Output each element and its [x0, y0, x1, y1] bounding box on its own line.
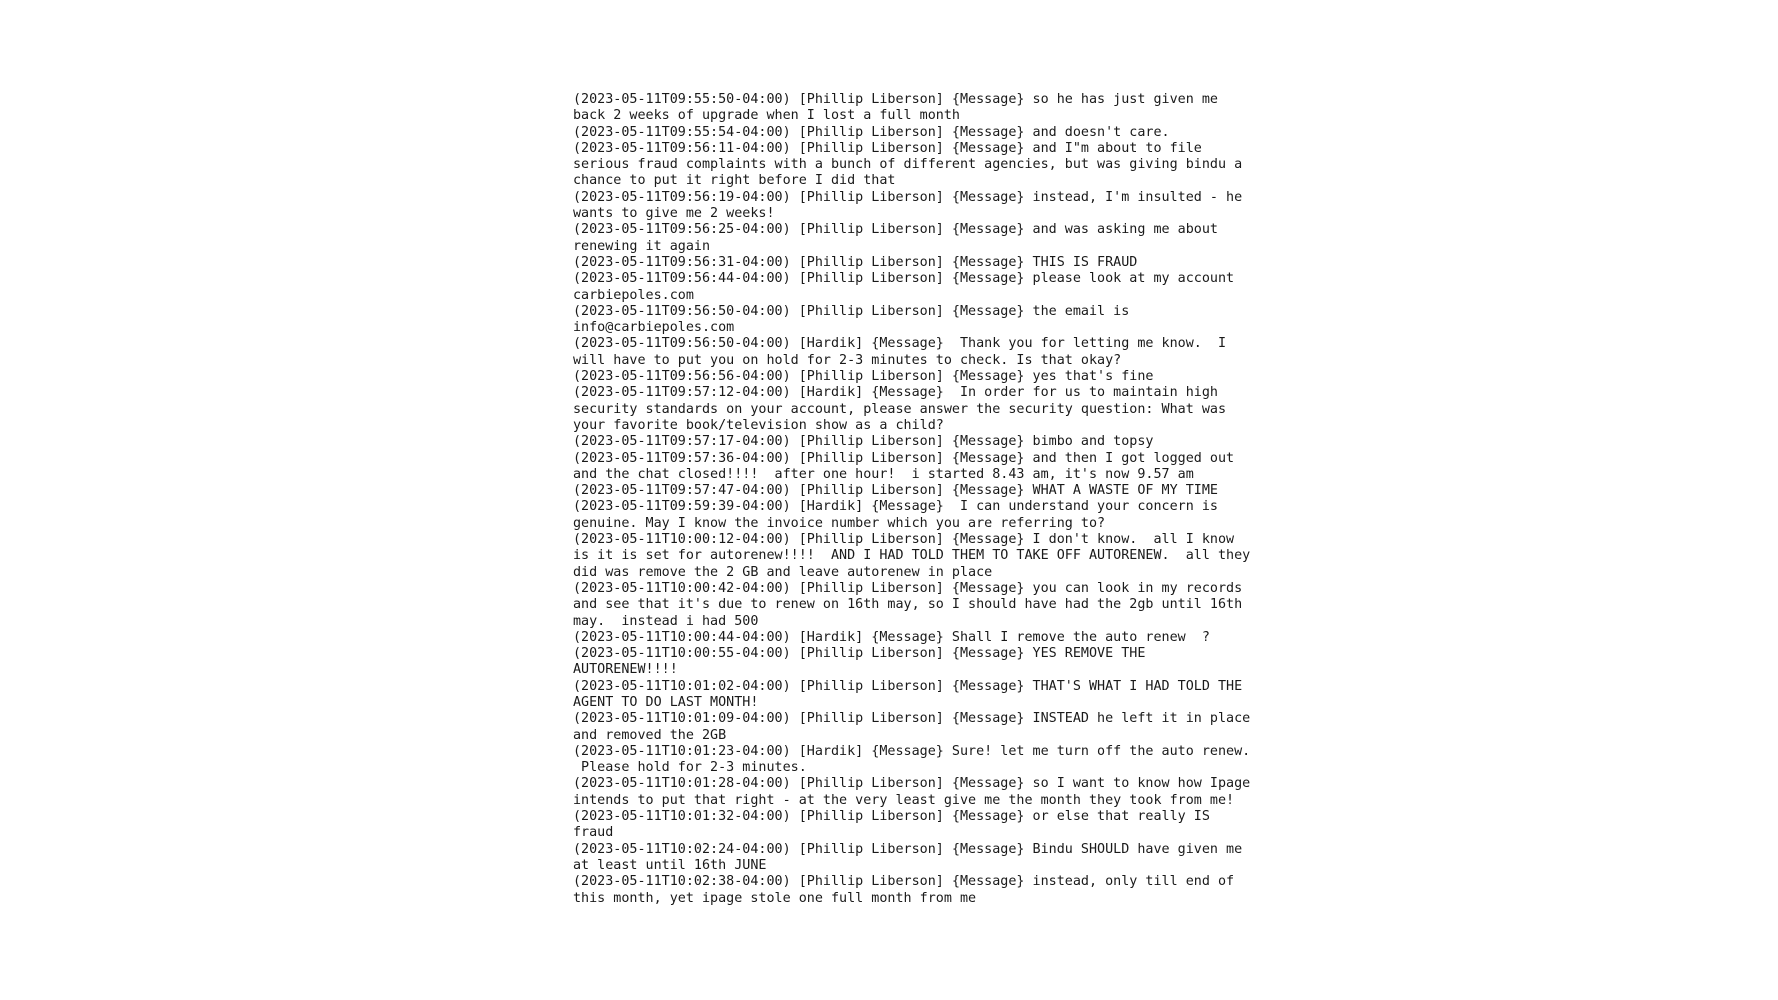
transcript-line: and the chat closed!!!! after one hour! i started 8.43 am, it's now 9.57 am	[573, 466, 1194, 482]
transcript-line: (2023-05-11T09:56:56-04:00) [Phillip Liberson] {Message} yes that's fine	[573, 369, 1154, 385]
transcript-line: chance to put it right before I did that	[573, 173, 896, 189]
transcript-line: (2023-05-11T09:56:50-04:00) [Phillip Liberson] {Message} the email is	[573, 303, 1130, 319]
transcript-line: carbiepoles.com	[573, 287, 694, 303]
transcript-line: (2023-05-11T09:55:50-04:00) [Phillip Liberson] {Message} so he has just given me	[573, 92, 1218, 107]
transcript-line: (2023-05-11T09:56:19-04:00) [Phillip Liberson] {Message} instead, I'm insulted - he	[573, 189, 1243, 205]
transcript-line: (2023-05-11T10:01:02-04:00) [Phillip Liberson] {Message} THAT'S WHAT I HAD TOLD THE	[573, 678, 1243, 694]
transcript-line: intends to put that right - at the very least give me the month they took from me!	[573, 792, 1235, 808]
transcript-line: (2023-05-11T09:57:17-04:00) [Phillip Liberson] {Message} bimbo and topsy	[573, 434, 1154, 450]
transcript-line: (2023-05-11T10:00:55-04:00) [Phillip Liberson] {Message} YES REMOVE THE	[573, 646, 1146, 662]
transcript-line: (2023-05-11T10:02:38-04:00) [Phillip Liberson] {Message} instead, only till end of	[573, 874, 1235, 890]
transcript-line: security standards on your account, please answer the security question: What was	[573, 401, 1227, 417]
transcript-line: (2023-05-11T10:00:44-04:00) [Hardik] {Message} Shall I remove the auto renew ?	[573, 629, 1210, 645]
transcript-line: (2023-05-11T10:01:28-04:00) [Phillip Liberson] {Message} so I want to know how Ipage	[573, 776, 1251, 792]
transcript-line: (2023-05-11T10:01:09-04:00) [Phillip Liberson] {Message} INSTEAD he left it in place	[573, 711, 1251, 727]
transcript-line: (2023-05-11T10:00:42-04:00) [Phillip Liberson] {Message} you can look in my records	[573, 580, 1243, 596]
transcript-line: (2023-05-11T09:56:11-04:00) [Phillip Liberson] {Message} and I"m about to file	[573, 140, 1202, 156]
transcript-line: serious fraud complaints with a bunch of different agencies, but was giving bindu a	[573, 157, 1243, 173]
transcript-line: at least until 16th JUNE	[573, 857, 767, 873]
transcript-line: (2023-05-11T09:56:50-04:00) [Hardik] {Message} Thank you for letting me know. I	[573, 336, 1227, 352]
transcript-line: (2023-05-11T09:57:12-04:00) [Hardik] {Message} In order for us to maintain high	[573, 385, 1218, 401]
transcript-line: fraud	[573, 825, 614, 841]
transcript-line: and removed the 2GB	[573, 727, 727, 743]
transcript-line: (2023-05-11T10:01:32-04:00) [Phillip Liberson] {Message} or else that really IS	[573, 809, 1210, 825]
transcript-line: (2023-05-11T09:56:31-04:00) [Phillip Liberson] {Message} THIS IS FRAUD	[573, 254, 1138, 270]
transcript-line: genuine. May I know the invoice number which you are referring to?	[573, 515, 1106, 531]
transcript-line: (2023-05-11T09:57:36-04:00) [Phillip Liberson] {Message} and then I got logged out	[573, 450, 1235, 466]
transcript-line: wants to give me 2 weeks!	[573, 206, 775, 222]
transcript-line: back 2 weeks of upgrade when I lost a full month	[573, 108, 960, 124]
chat-transcript	[573, 92, 1251, 907]
transcript-line: is it is set for autorenew!!!! AND I HAD TOLD THEM TO TAKE OFF AUTORENEW. all they	[573, 548, 1251, 564]
transcript-line: did was remove the 2 GB and leave autorenew in place	[573, 564, 993, 580]
transcript-line: Please hold for 2-3 minutes.	[573, 760, 807, 776]
transcript-line: AUTORENEW!!!!	[573, 662, 678, 678]
transcript-line: may. instead i had 500	[573, 613, 759, 629]
transcript-line: will have to put you on hold for 2-3 minutes to check. Is that okay?	[573, 352, 1122, 368]
transcript-line: (2023-05-11T10:01:23-04:00) [Hardik] {Message} Sure! let me turn off the auto renew.	[573, 743, 1251, 759]
transcript-line: (2023-05-11T09:55:54-04:00) [Phillip Liberson] {Message} and doesn't care.	[573, 124, 1170, 140]
transcript-line: info@carbiepoles.com	[573, 320, 735, 336]
transcript-line: and see that it's due to renew on 16th may, so I should have had the 2gb until 16th	[573, 597, 1243, 613]
transcript-line: (2023-05-11T09:56:44-04:00) [Phillip Liberson] {Message} please look at my account	[573, 271, 1235, 287]
transcript-line: (2023-05-11T09:56:25-04:00) [Phillip Liberson] {Message} and was asking me about	[573, 222, 1218, 238]
transcript-line: (2023-05-11T09:57:47-04:00) [Phillip Liberson] {Message} WHAT A WASTE OF MY TIME	[573, 483, 1218, 499]
transcript-line: renewing it again	[573, 238, 711, 254]
transcript-line: (2023-05-11T10:00:12-04:00) [Phillip Liberson] {Message} I don't know. all I know	[573, 532, 1235, 548]
transcript-line: your favorite book/television show as a child?	[573, 417, 944, 433]
transcript-line: (2023-05-11T09:59:39-04:00) [Hardik] {Message} I can understand your concern is	[573, 499, 1218, 515]
transcript-line: (2023-05-11T10:02:24-04:00) [Phillip Liberson] {Message} Bindu SHOULD have given me	[573, 841, 1243, 857]
transcript-line: AGENT TO DO LAST MONTH!	[573, 694, 759, 710]
transcript-line: this month, yet ipage stole one full month from me	[573, 890, 977, 906]
